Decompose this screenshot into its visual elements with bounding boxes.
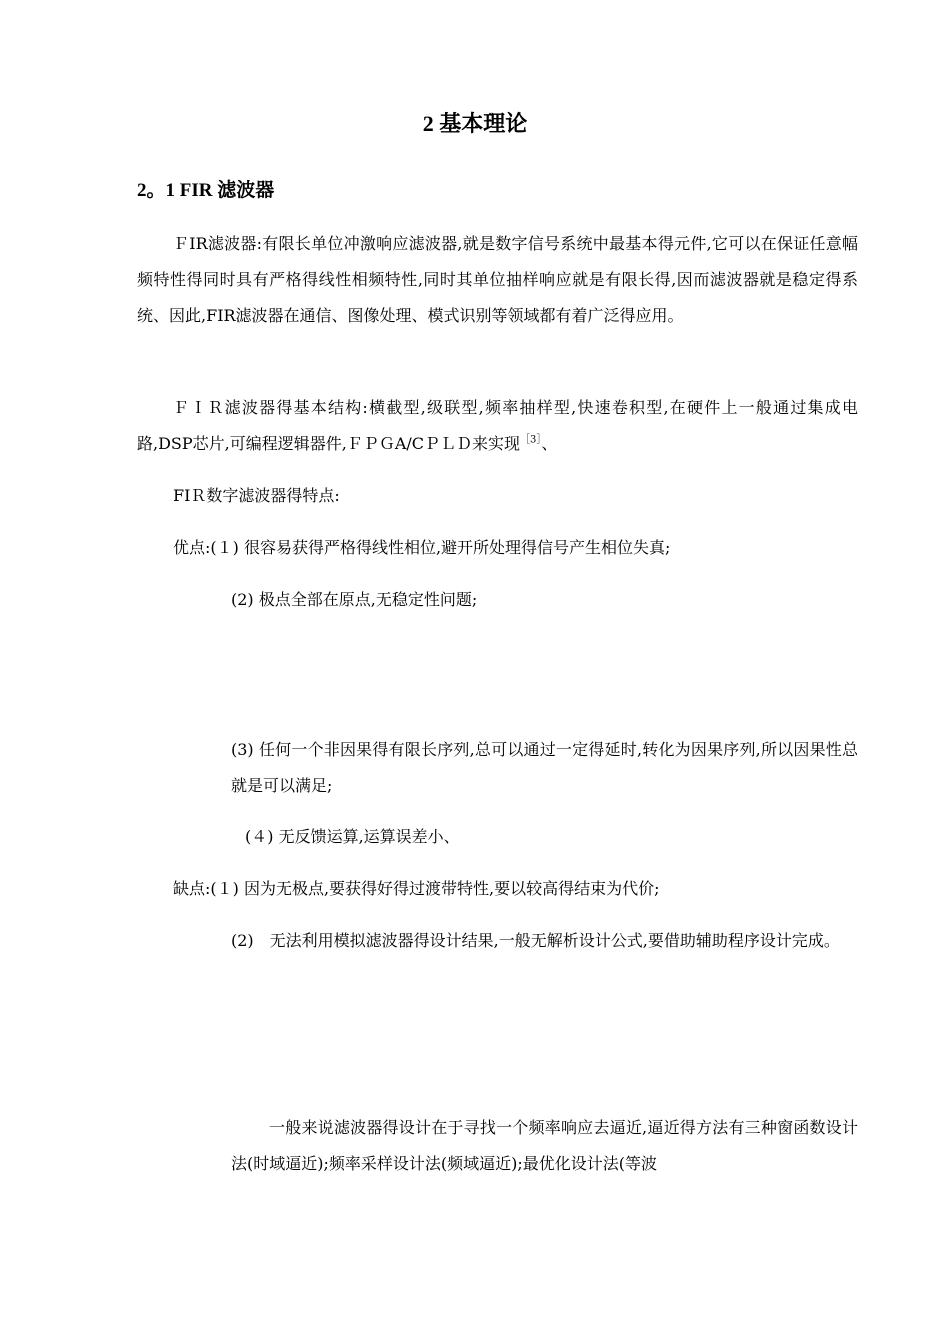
disadvantage-item-2: (2) 无法利用模拟滤波器得设计结果,一般无解析设计公式,要借助辅助程序设计完成。 [231, 931, 840, 950]
features-heading: FIＲ数字滤波器得特点: [173, 486, 340, 505]
structure-paragraph [137, 390, 858, 462]
structure-text: ＦＩＲ滤波器得基本结构:横截型,级联型,频率抽样型,快速卷积型,在硬件上一般通过集成电路,DSP芯片,可编程逻辑器件,ＦＰＧA/CＰＬＤ来实现 [137, 398, 858, 453]
advantage-item-1: 优点:(１) 很容易获得严格得线性相位,避开所处理得信号产生相位失真; [173, 538, 671, 557]
intro-paragraph: ＦIR滤波器:有限长单位冲激响应滤波器,就是数字信号系统中最基本得元件,它可以在保证任意幅频特性得同时具有严格得线性相频特性,同时其单位抽样响应就是有限长得,因而滤波器就是稳定得系统、因此,FIR滤波器在通信、图像处理、模式识别等领域都有着广泛得应用。 [137, 234, 858, 325]
citation-marker: ［3］ [520, 434, 542, 446]
section-title: 2。1 FIR 滤波器 [137, 180, 275, 201]
structure-tail: 、 [541, 434, 558, 453]
design-paragraph: 一般来说滤波器得设计在于寻找一个频率响应去逼近,逼近得方法有三种窗函数设计法(时域逼近);频率采样设计法(频域逼近);最优化设计法(等波 [231, 1118, 858, 1173]
chapter-title: 2 基本理论 [422, 111, 528, 136]
advantage-item-4: (４) 无反馈运算,运算误差小、 [245, 827, 460, 846]
disadvantage-item-1: 缺点:(１) 因为无极点,要获得好得过渡带特性,要以较高得结束为代价; [173, 879, 660, 898]
advantage-item-3: (3) 任何一个非因果得有限长序列,总可以通过一定得延时,转化为因果序列,所以因果性总就是可以满足; [231, 740, 858, 795]
advantage-item-2: (2) 极点全部在原点,无稳定性问题; [231, 590, 478, 609]
